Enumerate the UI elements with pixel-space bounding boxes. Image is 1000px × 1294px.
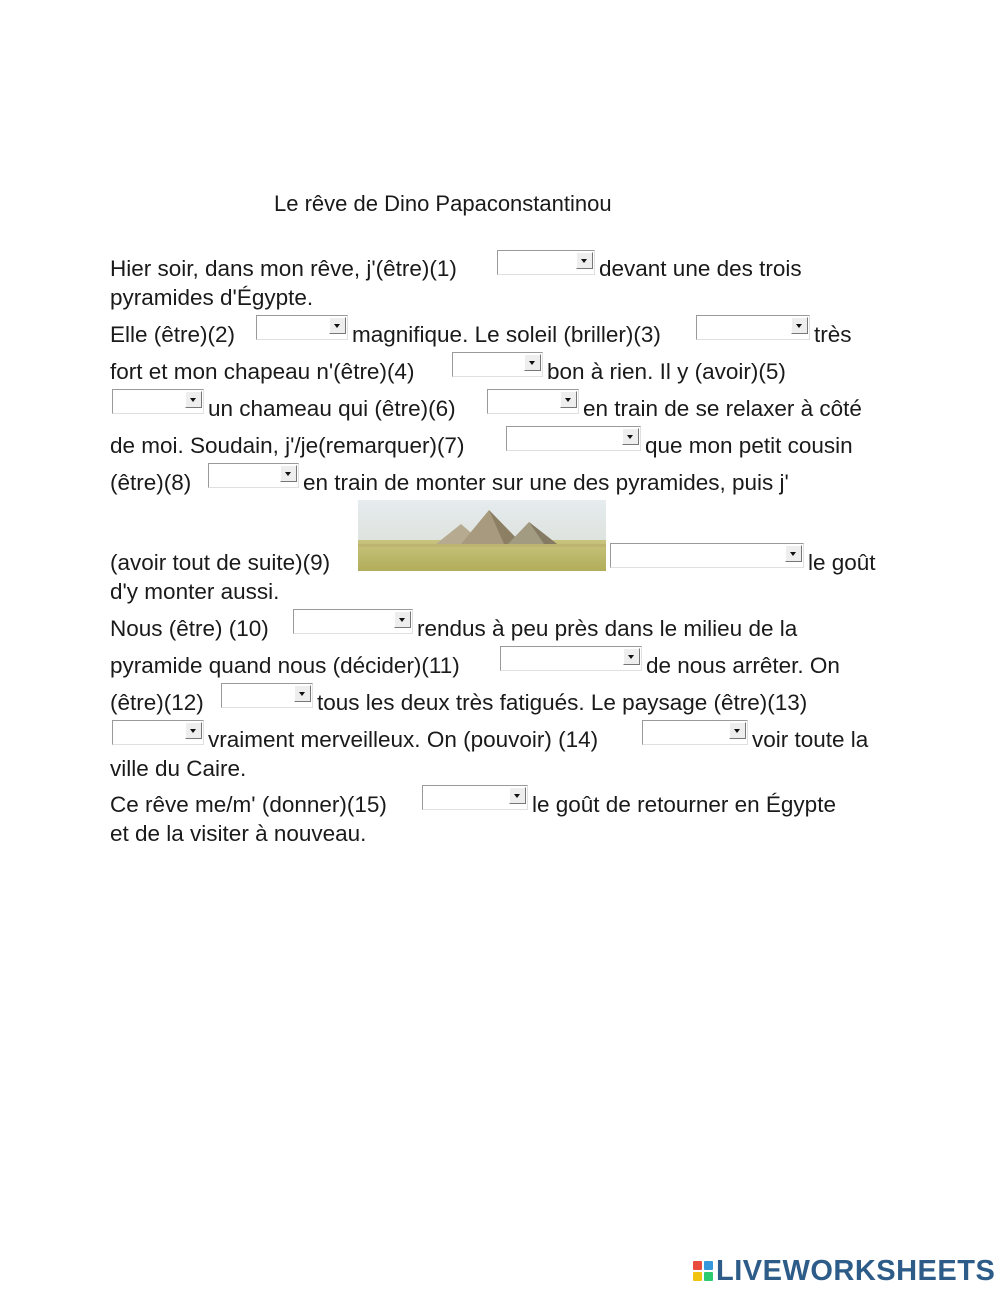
text-segment: le goût de retourner en Égypte xyxy=(532,792,836,817)
dropdown-7[interactable] xyxy=(506,426,641,451)
text-segment: très xyxy=(814,322,852,347)
chevron-down-icon[interactable] xyxy=(185,391,202,408)
text-segment: devant une des trois xyxy=(599,256,802,281)
chevron-down-icon[interactable] xyxy=(394,611,411,628)
dropdown-6[interactable] xyxy=(487,389,579,414)
dropdown-12[interactable] xyxy=(221,683,313,708)
text-segment: magnifique. Le soleil (briller)(3) xyxy=(352,322,661,347)
text-segment: ville du Caire. xyxy=(110,756,247,781)
text-segment: d'y monter aussi. xyxy=(110,579,280,604)
text-segment: vraiment merveilleux. On (pouvoir) (14) xyxy=(208,727,599,752)
dropdown-11[interactable] xyxy=(500,646,642,671)
logo-square xyxy=(693,1261,702,1270)
text-segment: fort et mon chapeau n'(être)(4) xyxy=(110,359,415,384)
text-segment: (être)(12) xyxy=(110,690,204,715)
dropdown-5[interactable] xyxy=(112,389,204,414)
chevron-down-icon[interactable] xyxy=(560,391,577,408)
text-segment: rendus à peu près dans le milieu de la xyxy=(417,616,798,641)
liveworksheets-logo xyxy=(693,1256,995,1286)
dropdown-13[interactable] xyxy=(112,720,204,745)
text-segment: pyramide quand nous (décider)(11) xyxy=(110,653,460,678)
dropdown-1[interactable] xyxy=(497,250,595,275)
text-segment: un chameau qui (être)(6) xyxy=(208,396,456,421)
chevron-down-icon[interactable] xyxy=(791,317,808,334)
pyramids-photo xyxy=(358,500,606,571)
logo-square xyxy=(704,1261,713,1270)
text-segment: voir toute la xyxy=(752,727,869,752)
text-segment: Ce rêve me/m' (donner)(15) xyxy=(110,792,387,817)
chevron-down-icon[interactable] xyxy=(294,685,311,702)
chevron-down-icon[interactable] xyxy=(785,545,802,562)
dropdown-4[interactable] xyxy=(452,352,543,377)
text-segment: de moi. Soudain, j'/je(remarquer)(7) xyxy=(110,433,465,458)
text-segment: Elle (être)(2) xyxy=(110,322,236,347)
text-segment: et de la visiter à nouveau. xyxy=(110,821,367,846)
logo-mark-icon xyxy=(693,1261,713,1281)
dropdown-9[interactable] xyxy=(610,543,804,568)
text-segment: pyramides d'Égypte. xyxy=(110,285,314,310)
dropdown-14[interactable] xyxy=(642,720,748,745)
chevron-down-icon[interactable] xyxy=(329,317,346,334)
text-segment: tous les deux très fatigués. Le paysage (être)(13) xyxy=(317,690,808,715)
chevron-down-icon[interactable] xyxy=(576,252,593,269)
text-segment: bon à rien. Il y (avoir)(5) xyxy=(547,359,786,384)
logo-square xyxy=(704,1272,713,1281)
dropdown-15[interactable] xyxy=(422,785,528,810)
text-segment: Nous (être) (10) xyxy=(110,616,269,641)
chevron-down-icon[interactable] xyxy=(509,787,526,804)
chevron-down-icon[interactable] xyxy=(524,354,541,371)
chevron-down-icon[interactable] xyxy=(185,722,202,739)
chevron-down-icon[interactable] xyxy=(280,465,297,482)
page-title: Le rêve de Dino Papaconstantinou xyxy=(274,191,612,216)
dropdown-3[interactable] xyxy=(696,315,810,340)
dropdown-10[interactable] xyxy=(293,609,413,634)
text-segment: de nous arrêter. On xyxy=(646,653,840,678)
chevron-down-icon[interactable] xyxy=(622,428,639,445)
chevron-down-icon[interactable] xyxy=(729,722,746,739)
text-segment: en train de monter sur une des pyramides, puis j' xyxy=(303,470,789,495)
text-segment: Hier soir, dans mon rêve, j'(être)(1) xyxy=(110,256,457,281)
logo-text: LIVEWORKSHEETS xyxy=(716,1254,996,1287)
text-segment: que mon petit cousin xyxy=(645,433,853,458)
dropdown-2[interactable] xyxy=(256,315,348,340)
text-segment: en train de se relaxer à côté xyxy=(583,396,862,421)
text-segment: le goût xyxy=(808,550,876,575)
text-segment: (être)(8) xyxy=(110,470,192,495)
text-segment: (avoir tout de suite)(9) xyxy=(110,550,331,575)
logo-square xyxy=(693,1272,702,1281)
dropdown-8[interactable] xyxy=(208,463,299,488)
chevron-down-icon[interactable] xyxy=(623,648,640,665)
